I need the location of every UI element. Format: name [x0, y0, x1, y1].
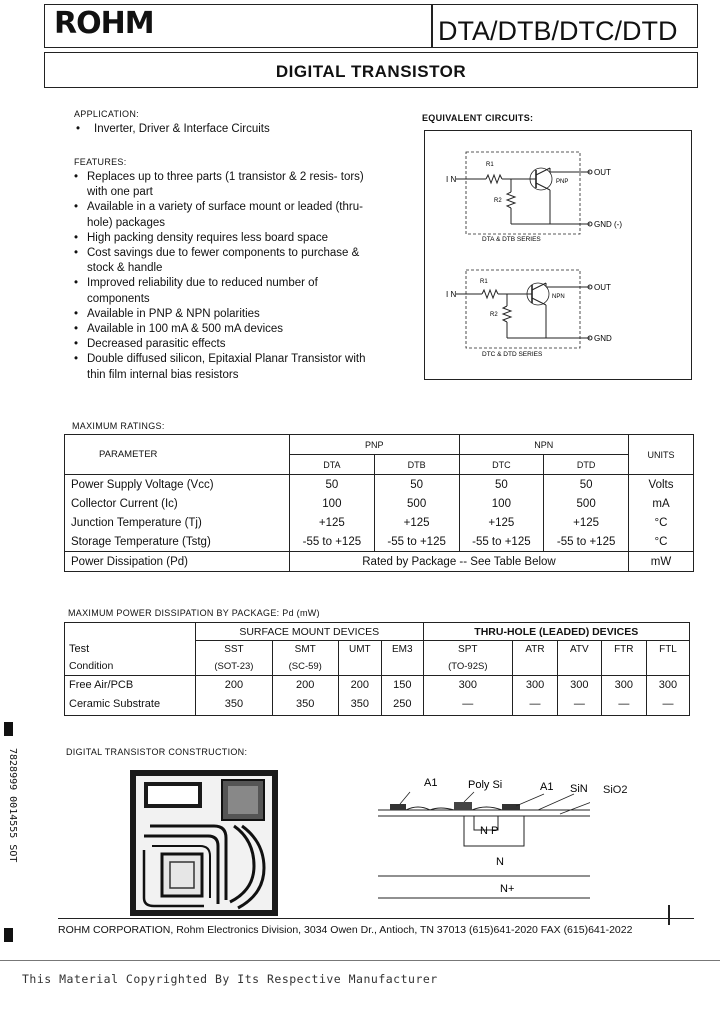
pd-value-cell: 250: [382, 693, 423, 716]
unit-cell: mW: [629, 552, 694, 572]
condition-cell: Ceramic Substrate: [69, 698, 161, 710]
param-header: PARAMETER: [65, 435, 290, 475]
pkg-col-header: ATV: [557, 641, 601, 659]
features-heading: FEATURES:: [74, 157, 127, 167]
max-ratings-table: [64, 434, 694, 572]
thru-header: THRU-HOLE (LEADED) DEVICES: [423, 623, 690, 641]
param-cell: Storage Temperature (Tstg): [71, 535, 211, 548]
footer-address: ROHM CORPORATION, Rohm Electronics Division, 3034 Owen Dr., Antioch, TN 37013 (615)641-2020 FAX (615)641-2022: [58, 924, 633, 936]
table-row: [65, 494, 694, 513]
table-row: [65, 676, 690, 694]
value-cell: +125: [374, 513, 459, 532]
series-label-bottom: DTC & DTD SERIES: [482, 351, 543, 358]
npn-header: NPN: [459, 435, 629, 455]
part-numbers: DTA/DTB/DTC/DTD: [438, 16, 678, 46]
value-cell: +125: [459, 513, 544, 532]
r1-resistor-bottom: [482, 290, 498, 298]
table-row: [65, 693, 690, 716]
out-label-bottom: OUT: [594, 283, 611, 292]
value-cell: 50: [544, 475, 629, 495]
poly-si-label: Poly Si: [468, 779, 503, 791]
side-bar-mark-top: [4, 722, 13, 736]
unit-cell: mA: [629, 494, 694, 513]
param-cell: Collector Current (Ic): [71, 497, 178, 510]
value-cell: -55 to +125: [544, 532, 629, 552]
scan-band: [0, 960, 720, 961]
value-cell: +125: [290, 513, 375, 532]
npn-label: NPN: [552, 294, 565, 300]
pd-value-cell: 300: [513, 676, 558, 694]
value-cell: 50: [374, 475, 459, 495]
pkg-col-header: EM3: [382, 641, 423, 659]
value-cell: 100: [290, 494, 375, 513]
pkg-col-sub: (SOT-23): [196, 658, 273, 676]
table-row: [65, 532, 694, 552]
pd-value-cell: 300: [557, 676, 601, 694]
units-header: UNITS: [629, 435, 694, 475]
page-title: DIGITAL TRANSISTOR: [275, 62, 467, 81]
pkg-col-sub: [338, 658, 381, 676]
gnd-label-bottom: GND: [594, 334, 612, 343]
col-dta: DTA: [290, 455, 375, 475]
value-cell: +125: [544, 513, 629, 532]
col-dtb: DTB: [374, 455, 459, 475]
n-plus-layer-label: N+: [500, 883, 515, 895]
unit-cell: °C: [629, 513, 694, 532]
pkg-col-sub: (SC-59): [272, 658, 338, 676]
unit-cell: °C: [629, 532, 694, 552]
pnp-header: PNP: [290, 435, 460, 455]
pd-value-cell: 300: [601, 676, 646, 694]
r2-label-bottom: R2: [490, 312, 498, 318]
pkg-col-header: ATR: [513, 641, 558, 659]
pkg-col-header: UMT: [338, 641, 381, 659]
table-row: [65, 475, 694, 495]
r2-resistor-bottom: [503, 306, 511, 322]
feature-item: • Cost savings due to fewer components to purchase & stock & handle: [74, 246, 374, 276]
feature-item: • Double diffused silicon, Epitaxial Planar Transistor with thin film internal bias resistors: [74, 352, 374, 382]
pkg-col-header: FTR: [601, 641, 646, 659]
cross-section-diagram: [378, 772, 590, 902]
table-row: [65, 552, 694, 572]
pkg-col-header: SPT: [423, 641, 513, 659]
value-cell: 100: [459, 494, 544, 513]
r1-label-top: R1: [486, 162, 494, 168]
pd-value-cell: 350: [272, 693, 338, 716]
condition-label: Condition: [69, 660, 114, 672]
features-list: [74, 170, 374, 383]
pd-value-cell: 350: [338, 693, 381, 716]
pd-value-cell: 200: [272, 676, 338, 694]
series-label-top: DTA & DTB SERIES: [482, 236, 541, 243]
value-cell: -55 to +125: [374, 532, 459, 552]
feature-item: • Decreased parasitic effects: [74, 337, 374, 352]
construction-heading: DIGITAL TRANSISTOR CONSTRUCTION:: [66, 747, 248, 757]
application-item: • Inverter, Driver & Interface Circuits: [76, 122, 376, 137]
max-ratings-heading: MAXIMUM RATINGS:: [72, 421, 165, 431]
r1-label-bottom: R1: [480, 279, 488, 285]
n-layer-label: N: [496, 856, 504, 868]
sin-label: SiN: [570, 783, 588, 795]
equivalent-circuits-diagram: [424, 130, 692, 380]
rohm-logo: ROHM: [54, 6, 154, 41]
pd-value-cell: —: [423, 693, 513, 716]
value-cell: 50: [459, 475, 544, 495]
sio2-label: SiO2: [603, 784, 628, 796]
pkg-col-header: SST: [196, 641, 273, 659]
pkg-col-sub: [382, 658, 423, 676]
value-cell: -55 to +125: [459, 532, 544, 552]
in-label-bottom: I N: [446, 290, 457, 299]
param-cell: Power Dissipation (Pd): [65, 552, 290, 572]
a1-label-left: A1: [424, 777, 438, 789]
value-cell: 50: [290, 475, 375, 495]
feature-item: • High packing density requires less board space: [74, 231, 374, 246]
footer-rule: [58, 918, 694, 919]
value-cell: 500: [374, 494, 459, 513]
pd-value-cell: 350: [196, 693, 273, 716]
r2-label-top: R2: [494, 198, 502, 204]
gnd-label-top: GND (-): [594, 220, 622, 229]
max-pd-heading: MAXIMUM POWER DISSIPATION BY PACKAGE: Pd (mW): [68, 608, 320, 618]
pd-value-cell: 150: [382, 676, 423, 694]
pkg-col-sub: [646, 658, 689, 676]
pd-value-cell: —: [557, 693, 601, 716]
application-heading: APPLICATION:: [74, 109, 139, 119]
max-pd-table: [64, 622, 690, 716]
smd-header: SURFACE MOUNT DEVICES: [196, 623, 424, 641]
pd-value-cell: —: [601, 693, 646, 716]
feature-item: • Available in a variety of surface mount or leaded (thru-hole) packages: [74, 200, 374, 230]
test-label: Test: [69, 643, 90, 655]
pkg-col-sub: [557, 658, 601, 676]
side-bar-mark-bottom: [4, 928, 13, 942]
feature-item: • Improved reliability due to reduced number of components: [74, 276, 374, 306]
pd-value-cell: 200: [196, 676, 273, 694]
pd-value-cell: 200: [338, 676, 381, 694]
pd-value-cell: 300: [423, 676, 513, 694]
side-code: 7828999 0014555 SOT: [7, 748, 18, 863]
pd-note-cell: Rated by Package -- See Table Below: [290, 552, 629, 572]
pkg-col-sub: [513, 658, 558, 676]
param-cell: Power Supply Voltage (Vcc): [71, 478, 214, 491]
feature-item: • Available in PNP & NPN polarities: [74, 307, 374, 322]
pd-value-cell: —: [513, 693, 558, 716]
feature-item: • Replaces up to three parts (1 transistor & 2 resis- tors) with one part: [74, 170, 374, 200]
value-cell: -55 to +125: [290, 532, 375, 552]
col-dtd: DTD: [544, 455, 629, 475]
page-edge-mark: [668, 905, 670, 925]
condition-cell: Free Air/PCB: [69, 678, 134, 691]
out-label-top: OUT: [594, 168, 611, 177]
a1-label-right: A1: [540, 781, 554, 793]
table-row: [65, 513, 694, 532]
pd-value-cell: 300: [646, 676, 689, 694]
pkg-col-header: FTL: [646, 641, 689, 659]
r2-resistor-top: [507, 192, 515, 208]
r1-resistor-top: [486, 175, 502, 183]
pkg-col-header: SMT: [272, 641, 338, 659]
feature-item: • Available in 100 mA & 500 mA devices: [74, 322, 374, 337]
in-label-top: I N: [446, 175, 457, 184]
equivalent-heading: EQUIVALENT CIRCUITS:: [422, 113, 534, 123]
application-list: [76, 122, 376, 137]
param-cell: Junction Temperature (Tj): [71, 516, 202, 529]
pkg-col-sub: (TO-92S): [423, 658, 513, 676]
col-dtc: DTC: [459, 455, 544, 475]
pd-value-cell: —: [646, 693, 689, 716]
pnp-label: PNP: [556, 179, 569, 185]
value-cell: 500: [544, 494, 629, 513]
n-p-label: N P: [480, 825, 499, 837]
die-photo: [130, 770, 278, 916]
dashed-boundary-top: [466, 152, 580, 234]
unit-cell: Volts: [629, 475, 694, 495]
copyright-notice: This Material Copyrighted By Its Respective Manufacturer: [22, 972, 438, 986]
pkg-col-sub: [601, 658, 646, 676]
